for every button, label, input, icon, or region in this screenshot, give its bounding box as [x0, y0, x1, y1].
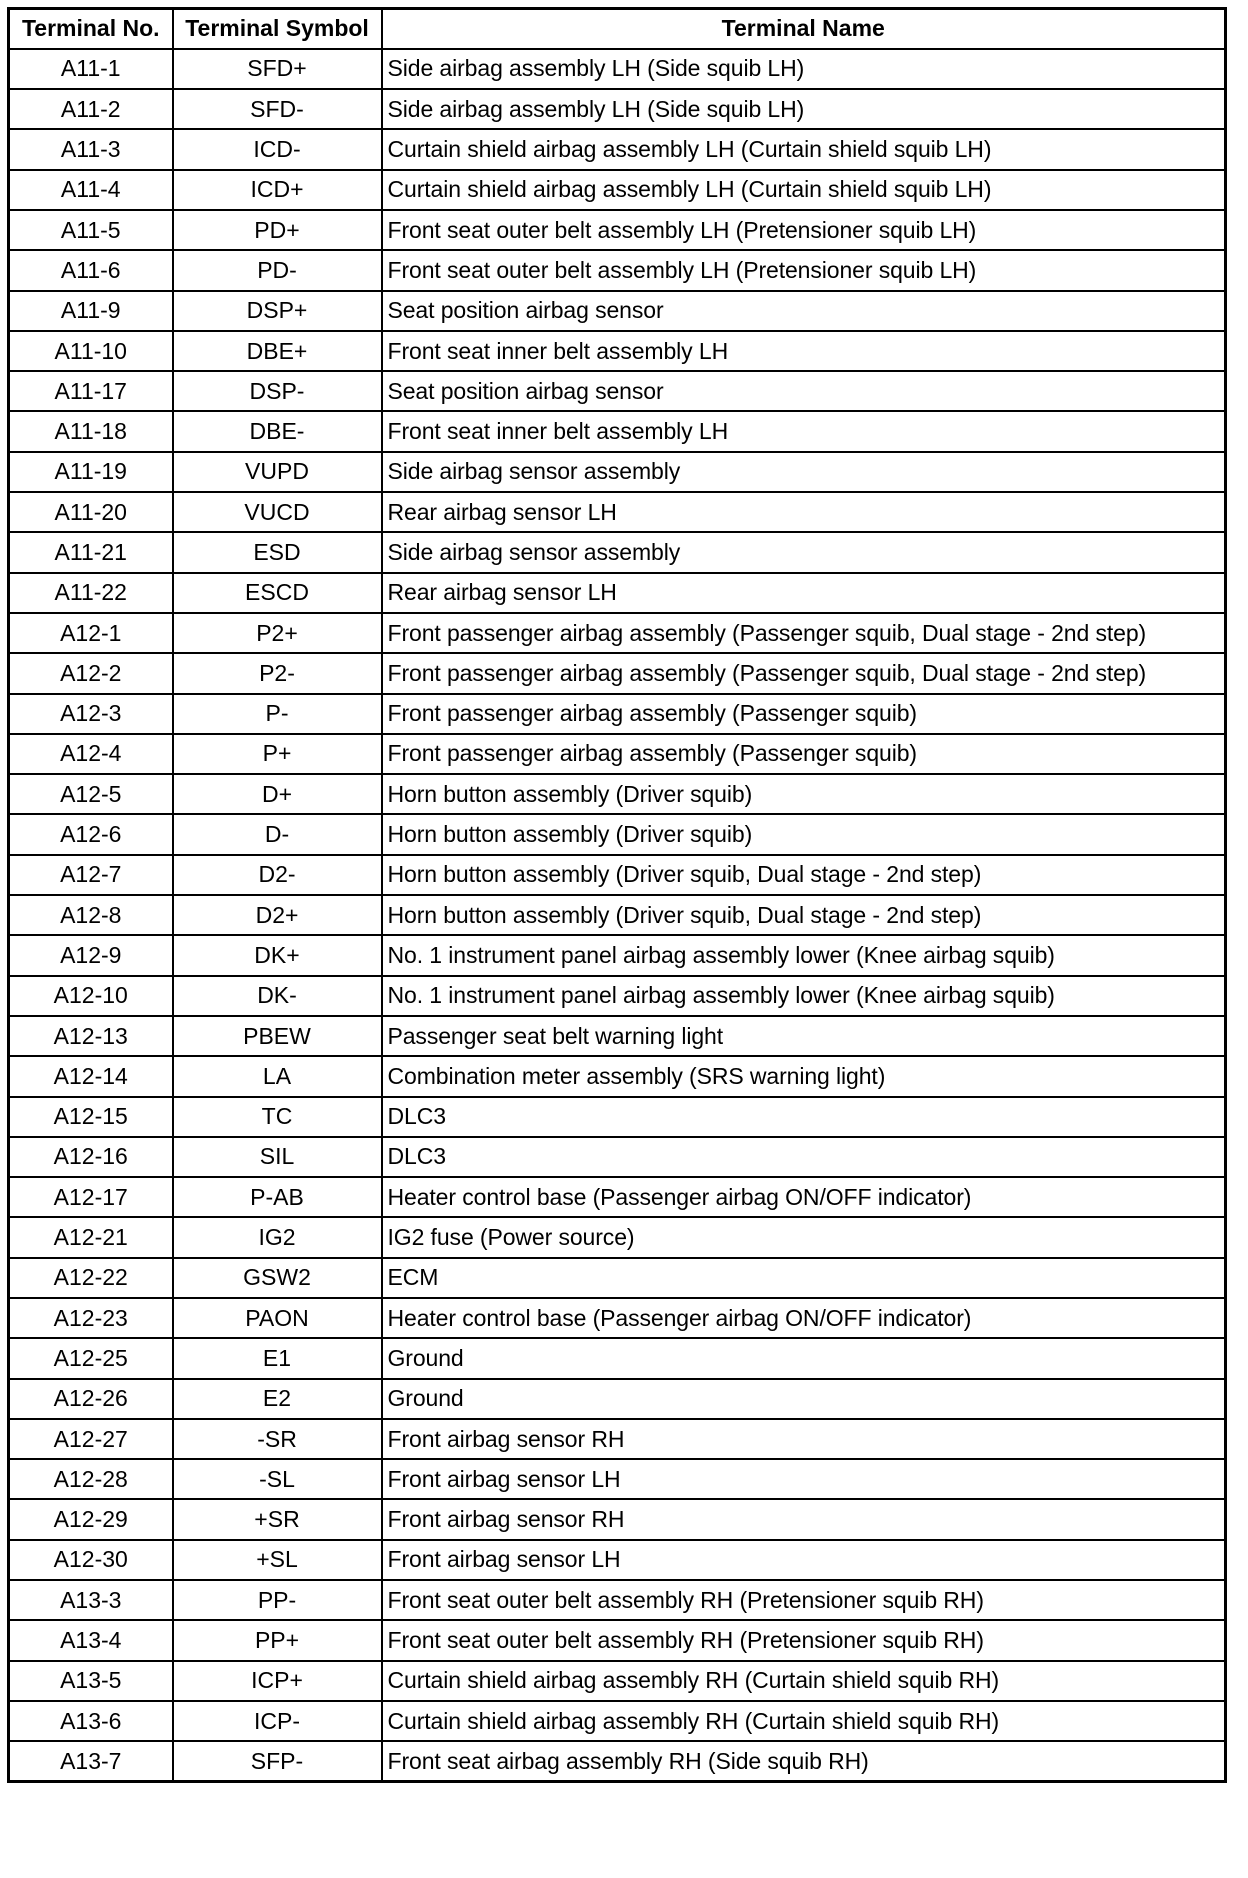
- table-row: [9, 1701, 1226, 1741]
- table-row: [9, 1620, 1226, 1660]
- cell-terminal-no: A12-27: [9, 1419, 173, 1459]
- table-row: [9, 734, 1226, 774]
- cell-terminal-no: A11-6: [9, 250, 173, 290]
- cell-terminal-no: A12-4: [9, 734, 173, 774]
- cell-terminal-symbol: DK+: [173, 935, 382, 975]
- cell-terminal-no: A12-21: [9, 1217, 173, 1257]
- cell-terminal-symbol: -SL: [173, 1459, 382, 1499]
- cell-terminal-name: Seat position airbag sensor: [382, 371, 1226, 411]
- cell-terminal-name: Front airbag sensor RH: [382, 1499, 1226, 1539]
- cell-terminal-no: A11-1: [9, 49, 173, 89]
- table-row: [9, 291, 1226, 331]
- cell-terminal-no: A12-3: [9, 694, 173, 734]
- cell-terminal-no: A11-5: [9, 210, 173, 250]
- cell-terminal-symbol: LA: [173, 1056, 382, 1096]
- cell-terminal-symbol: +SR: [173, 1499, 382, 1539]
- table-row: [9, 331, 1226, 371]
- table-row: [9, 1056, 1226, 1096]
- table-row: [9, 210, 1226, 250]
- cell-terminal-name: Side airbag assembly LH (Side squib LH): [382, 89, 1226, 129]
- cell-terminal-symbol: GSW2: [173, 1258, 382, 1298]
- table-row: [9, 653, 1226, 693]
- cell-terminal-no: A12-13: [9, 1016, 173, 1056]
- cell-terminal-name: DLC3: [382, 1137, 1226, 1177]
- cell-terminal-name: Front passenger airbag assembly (Passenger squib, Dual stage - 2nd step): [382, 653, 1226, 693]
- cell-terminal-name: Side airbag sensor assembly: [382, 532, 1226, 572]
- table-row: [9, 1177, 1226, 1217]
- cell-terminal-no: A12-23: [9, 1298, 173, 1338]
- table-row: [9, 250, 1226, 290]
- cell-terminal-name: Front seat outer belt assembly LH (Pretensioner squib LH): [382, 210, 1226, 250]
- terminal-table: [7, 7, 1227, 1783]
- cell-terminal-no: A11-3: [9, 129, 173, 169]
- cell-terminal-no: A12-28: [9, 1459, 173, 1499]
- cell-terminal-no: A13-3: [9, 1580, 173, 1620]
- table-row: [9, 1137, 1226, 1177]
- cell-terminal-no: A12-10: [9, 976, 173, 1016]
- cell-terminal-symbol: SFP-: [173, 1741, 382, 1781]
- cell-terminal-no: A12-8: [9, 895, 173, 935]
- table-row: [9, 1379, 1226, 1419]
- cell-terminal-no: A13-4: [9, 1620, 173, 1660]
- cell-terminal-name: Front seat inner belt assembly LH: [382, 411, 1226, 451]
- cell-terminal-no: A12-25: [9, 1338, 173, 1378]
- cell-terminal-symbol: ICD-: [173, 129, 382, 169]
- cell-terminal-name: No. 1 instrument panel airbag assembly lower (Knee airbag squib): [382, 976, 1226, 1016]
- cell-terminal-symbol: PD+: [173, 210, 382, 250]
- table-row: [9, 49, 1226, 89]
- cell-terminal-name: Rear airbag sensor LH: [382, 492, 1226, 532]
- cell-terminal-no: A13-6: [9, 1701, 173, 1741]
- table-row: [9, 976, 1226, 1016]
- cell-terminal-name: Front airbag sensor RH: [382, 1419, 1226, 1459]
- table-row: [9, 1741, 1226, 1781]
- cell-terminal-no: A11-10: [9, 331, 173, 371]
- cell-terminal-symbol: SFD-: [173, 89, 382, 129]
- cell-terminal-no: A13-7: [9, 1741, 173, 1781]
- table-row: [9, 1419, 1226, 1459]
- cell-terminal-no: A11-17: [9, 371, 173, 411]
- cell-terminal-name: Curtain shield airbag assembly RH (Curtain shield squib RH): [382, 1661, 1226, 1701]
- table-row: [9, 1298, 1226, 1338]
- cell-terminal-symbol: P2-: [173, 653, 382, 693]
- cell-terminal-symbol: P+: [173, 734, 382, 774]
- table-row: [9, 613, 1226, 653]
- table-header: [9, 9, 1226, 49]
- cell-terminal-symbol: PD-: [173, 250, 382, 290]
- table-row: [9, 1338, 1226, 1378]
- cell-terminal-name: Rear airbag sensor LH: [382, 573, 1226, 613]
- cell-terminal-name: Curtain shield airbag assembly LH (Curtain shield squib LH): [382, 129, 1226, 169]
- cell-terminal-name: No. 1 instrument panel airbag assembly lower (Knee airbag squib): [382, 935, 1226, 975]
- table-row: [9, 694, 1226, 734]
- table-row: [9, 1540, 1226, 1580]
- table-row: [9, 814, 1226, 854]
- cell-terminal-name: Side airbag sensor assembly: [382, 452, 1226, 492]
- cell-terminal-symbol: VUCD: [173, 492, 382, 532]
- cell-terminal-name: Ground: [382, 1338, 1226, 1378]
- cell-terminal-symbol: P2+: [173, 613, 382, 653]
- table-row: [9, 532, 1226, 572]
- cell-terminal-no: A11-20: [9, 492, 173, 532]
- table-row: [9, 170, 1226, 210]
- cell-terminal-symbol: IG2: [173, 1217, 382, 1257]
- table-row: [9, 1580, 1226, 1620]
- cell-terminal-no: A12-9: [9, 935, 173, 975]
- cell-terminal-symbol: PP-: [173, 1580, 382, 1620]
- cell-terminal-symbol: DBE+: [173, 331, 382, 371]
- cell-terminal-name: Combination meter assembly (SRS warning light): [382, 1056, 1226, 1096]
- table-row: [9, 895, 1226, 935]
- cell-terminal-symbol: E2: [173, 1379, 382, 1419]
- cell-terminal-no: A13-5: [9, 1661, 173, 1701]
- table-row: [9, 774, 1226, 814]
- column-header-terminal-symbol: Terminal Symbol: [173, 9, 382, 49]
- cell-terminal-symbol: SIL: [173, 1137, 382, 1177]
- cell-terminal-no: A12-17: [9, 1177, 173, 1217]
- cell-terminal-no: A12-2: [9, 653, 173, 693]
- table-row: [9, 935, 1226, 975]
- cell-terminal-name: Horn button assembly (Driver squib, Dual stage - 2nd step): [382, 895, 1226, 935]
- cell-terminal-symbol: DSP-: [173, 371, 382, 411]
- table-row: [9, 1097, 1226, 1137]
- cell-terminal-name: Horn button assembly (Driver squib): [382, 774, 1226, 814]
- cell-terminal-no: A12-6: [9, 814, 173, 854]
- cell-terminal-symbol: VUPD: [173, 452, 382, 492]
- cell-terminal-symbol: TC: [173, 1097, 382, 1137]
- table-row: [9, 1661, 1226, 1701]
- cell-terminal-no: A12-26: [9, 1379, 173, 1419]
- table-row: [9, 855, 1226, 895]
- cell-terminal-symbol: DSP+: [173, 291, 382, 331]
- cell-terminal-no: A11-2: [9, 89, 173, 129]
- cell-terminal-symbol: PBEW: [173, 1016, 382, 1056]
- cell-terminal-no: A11-22: [9, 573, 173, 613]
- cell-terminal-symbol: ICP-: [173, 1701, 382, 1741]
- table-row: [9, 129, 1226, 169]
- column-header-terminal-no: Terminal No.: [9, 9, 173, 49]
- table-row: [9, 492, 1226, 532]
- cell-terminal-symbol: -SR: [173, 1419, 382, 1459]
- cell-terminal-symbol: PAON: [173, 1298, 382, 1338]
- cell-terminal-symbol: PP+: [173, 1620, 382, 1660]
- cell-terminal-name: Horn button assembly (Driver squib): [382, 814, 1226, 854]
- cell-terminal-no: A12-7: [9, 855, 173, 895]
- cell-terminal-symbol: D+: [173, 774, 382, 814]
- cell-terminal-name: Passenger seat belt warning light: [382, 1016, 1226, 1056]
- cell-terminal-no: A11-18: [9, 411, 173, 451]
- cell-terminal-name: Curtain shield airbag assembly RH (Curtain shield squib RH): [382, 1701, 1226, 1741]
- cell-terminal-no: A11-21: [9, 532, 173, 572]
- cell-terminal-symbol: ESD: [173, 532, 382, 572]
- cell-terminal-symbol: E1: [173, 1338, 382, 1378]
- table-row: [9, 1217, 1226, 1257]
- cell-terminal-no: A11-9: [9, 291, 173, 331]
- cell-terminal-name: Heater control base (Passenger airbag ON/OFF indicator): [382, 1298, 1226, 1338]
- cell-terminal-name: Ground: [382, 1379, 1226, 1419]
- cell-terminal-name: ECM: [382, 1258, 1226, 1298]
- cell-terminal-symbol: P-: [173, 694, 382, 734]
- cell-terminal-name: Front passenger airbag assembly (Passenger squib, Dual stage - 2nd step): [382, 613, 1226, 653]
- table-body: [9, 49, 1226, 1782]
- table-row: [9, 89, 1226, 129]
- cell-terminal-no: A12-30: [9, 1540, 173, 1580]
- column-header-terminal-name: Terminal Name: [382, 9, 1226, 49]
- table-row: [9, 573, 1226, 613]
- cell-terminal-name: IG2 fuse (Power source): [382, 1217, 1226, 1257]
- cell-terminal-no: A12-16: [9, 1137, 173, 1177]
- cell-terminal-name: Seat position airbag sensor: [382, 291, 1226, 331]
- cell-terminal-name: Horn button assembly (Driver squib, Dual stage - 2nd step): [382, 855, 1226, 895]
- cell-terminal-no: A12-1: [9, 613, 173, 653]
- cell-terminal-no: A12-22: [9, 1258, 173, 1298]
- cell-terminal-symbol: D-: [173, 814, 382, 854]
- cell-terminal-no: A12-14: [9, 1056, 173, 1096]
- cell-terminal-symbol: P-AB: [173, 1177, 382, 1217]
- cell-terminal-symbol: DK-: [173, 976, 382, 1016]
- cell-terminal-no: A11-19: [9, 452, 173, 492]
- cell-terminal-name: Front seat inner belt assembly LH: [382, 331, 1226, 371]
- cell-terminal-name: Heater control base (Passenger airbag ON/OFF indicator): [382, 1177, 1226, 1217]
- cell-terminal-symbol: +SL: [173, 1540, 382, 1580]
- cell-terminal-name: Front passenger airbag assembly (Passenger squib): [382, 694, 1226, 734]
- cell-terminal-name: DLC3: [382, 1097, 1226, 1137]
- cell-terminal-symbol: SFD+: [173, 49, 382, 89]
- cell-terminal-name: Front seat outer belt assembly RH (Pretensioner squib RH): [382, 1580, 1226, 1620]
- cell-terminal-name: Curtain shield airbag assembly LH (Curtain shield squib LH): [382, 170, 1226, 210]
- cell-terminal-name: Front passenger airbag assembly (Passenger squib): [382, 734, 1226, 774]
- cell-terminal-symbol: DBE-: [173, 411, 382, 451]
- table-row: [9, 1258, 1226, 1298]
- cell-terminal-symbol: ICD+: [173, 170, 382, 210]
- cell-terminal-symbol: D2+: [173, 895, 382, 935]
- table-row: [9, 1016, 1226, 1056]
- table-row: [9, 452, 1226, 492]
- cell-terminal-name: Front seat outer belt assembly LH (Pretensioner squib LH): [382, 250, 1226, 290]
- table-row: [9, 1499, 1226, 1539]
- cell-terminal-no: A12-15: [9, 1097, 173, 1137]
- cell-terminal-name: Side airbag assembly LH (Side squib LH): [382, 49, 1226, 89]
- cell-terminal-no: A12-5: [9, 774, 173, 814]
- cell-terminal-name: Front seat airbag assembly RH (Side squib RH): [382, 1741, 1226, 1781]
- cell-terminal-name: Front airbag sensor LH: [382, 1459, 1226, 1499]
- cell-terminal-no: A11-4: [9, 170, 173, 210]
- table-row: [9, 1459, 1226, 1499]
- cell-terminal-no: A12-29: [9, 1499, 173, 1539]
- table-row: [9, 371, 1226, 411]
- cell-terminal-name: Front seat outer belt assembly RH (Pretensioner squib RH): [382, 1620, 1226, 1660]
- cell-terminal-symbol: ICP+: [173, 1661, 382, 1701]
- table-row: [9, 411, 1226, 451]
- cell-terminal-symbol: ESCD: [173, 573, 382, 613]
- cell-terminal-symbol: D2-: [173, 855, 382, 895]
- header-row: [9, 9, 1226, 49]
- cell-terminal-name: Front airbag sensor LH: [382, 1540, 1226, 1580]
